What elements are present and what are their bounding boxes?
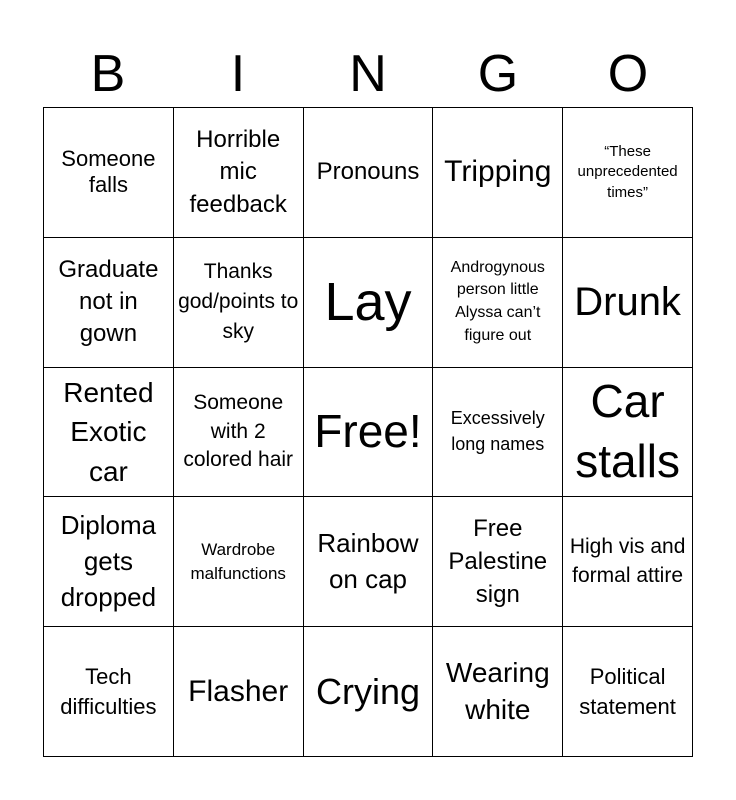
bingo-cell[interactable]: Thanks god/points to sky — [174, 238, 304, 368]
bingo-cell[interactable]: Tech difficulties — [44, 627, 174, 757]
bingo-header — [43, 40, 693, 108]
bingo-cell[interactable]: Flasher — [174, 627, 304, 757]
bingo-grid — [43, 107, 693, 757]
bingo-cell[interactable]: “These unprecedented times” — [563, 108, 693, 238]
bingo-cell[interactable]: Wardrobe malfunctions — [174, 497, 304, 627]
bingo-cell[interactable]: Rainbow on cap — [304, 497, 434, 627]
bingo-cell[interactable]: Graduate not in gown — [44, 238, 174, 368]
header-letter-i: I — [230, 45, 246, 103]
bingo-cell[interactable]: Horrible mic feedback — [174, 108, 304, 238]
header-letter-b: B — [90, 45, 126, 103]
header-letter-o: O — [607, 45, 649, 103]
bingo-cell[interactable]: Crying — [304, 627, 434, 757]
bingo-cell[interactable]: Lay — [304, 238, 434, 368]
bingo-cell[interactable]: High vis and formal attire — [563, 497, 693, 627]
bingo-cell[interactable]: Car stalls — [563, 368, 693, 498]
bingo-cell[interactable]: Wearing white — [433, 627, 563, 757]
header-letter-g: G — [477, 45, 519, 103]
free-space[interactable]: Free! — [304, 368, 434, 498]
bingo-cell[interactable]: Someone with 2 colored hair — [174, 368, 304, 498]
bingo-cell[interactable]: Tripping — [433, 108, 563, 238]
bingo-cell[interactable]: Drunk — [563, 238, 693, 368]
bingo-cell[interactable]: Political statement — [563, 627, 693, 757]
bingo-cell[interactable]: Pronouns — [304, 108, 434, 238]
bingo-cell[interactable]: Excessively long names — [433, 368, 563, 498]
header-letter-n: N — [349, 45, 387, 103]
bingo-cell[interactable]: Androgynous person little Alyssa can’t figure out — [433, 238, 563, 368]
bingo-cell[interactable]: Free Palestine sign — [433, 497, 563, 627]
bingo-cell[interactable]: Someone falls — [44, 108, 174, 238]
bingo-cell[interactable]: Rented Exotic car — [44, 368, 174, 498]
bingo-cell[interactable]: Diploma gets dropped — [44, 497, 174, 627]
